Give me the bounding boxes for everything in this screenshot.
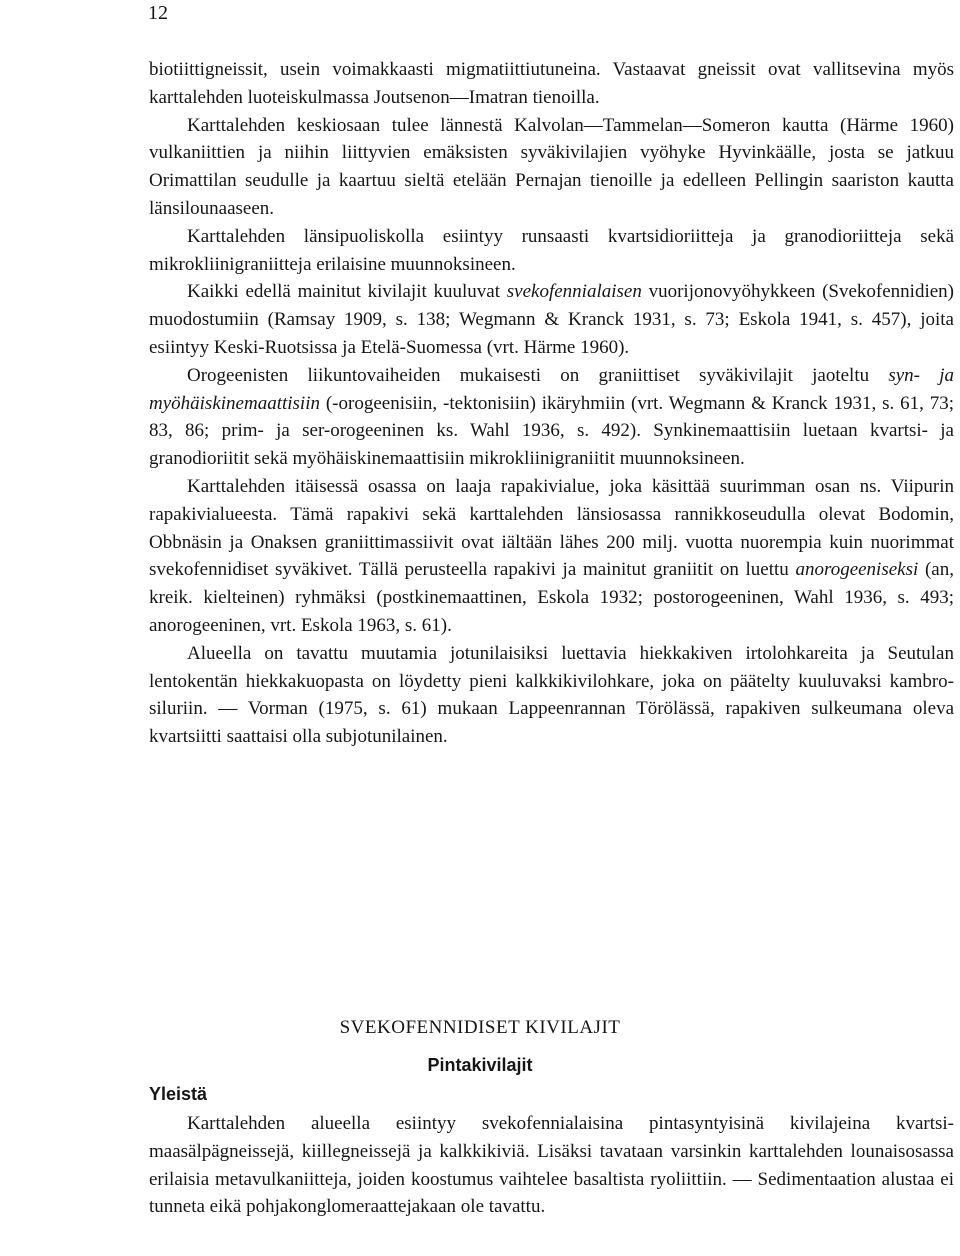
emphasis: anorogeeniseksi — [795, 559, 919, 581]
paragraph: biotiittigneissit, usein voimakkaasti migmatiittiutuneina. Vastaavat gneissit ovat vallitsevina myös karttalehden luoteiskulmassa Joutsenon—Imatran tienoilla. — [149, 59, 954, 108]
paragraph: Kaikki edellä mainitut kivilajit kuuluvat svekofennialaisen vuorijonovyöhykkeen (Svekofennidien) muodostumiin (Ramsay 1909, s. 138; Wegmann & Kranck 1931, s. 73; Eskola 1941, s. 457), joita esiintyy Keski-Ruotsissa ja Etelä-Suomessa (vrt. Härme 1960). — [149, 281, 955, 358]
subsection-title: Pintakivilajit — [427, 1055, 533, 1075]
section-title: SVEKOFENNIDISET KIVILAJIT — [339, 1017, 621, 1038]
emphasis: svekofennialaisen — [506, 281, 642, 303]
body-text-bottom — [149, 1110, 954, 1221]
paragraph: Karttalehden länsipuoliskolla esiintyy runsaasti kvartsidioriitteja ja granodioriitteja sekä mikrokliinigraniitteja erilaisine muunnoksineen. — [149, 225, 954, 275]
paragraph: Karttalehden alueella esiintyy svekofennialaisina pintasyntyisinä kivilajeina kvartsi-maasälpägneissejä, kiillegneissejä ja kalkkikiviä. Lisäksi tavataan varsinkin karttalehden lounaisosassa erilaisia metavulkaniitteja, joiden koostumus vaihtelee basaltista ryoliittiin. — Sedimentaation alustaa ei tunneta eikä pohjakonglomeraattejakaan ole tavattu. — [149, 1113, 954, 1218]
paragraph: Orogeenisten liikuntovaiheiden mukaisesti on graniittiset syväkivilajit jaoteltu syn- ja myöhäiskinemaattisiin (-orogeenisiin, -tektonisiin) ikäryhmiin (vrt. Wegmann & Kranck 1931, s. 61, 73; 83, 86; prim- ja ser-orogeeninen ks. Wahl 1936, s. 492). Synkinemaattisiin luetaan kvartsi- ja granodioriitit sekä myöhäiskinemaattisiin mikrokliinigraniitit muunnoksineen. — [149, 364, 955, 470]
side-heading: Yleistä — [149, 1084, 208, 1104]
paragraph: Alueella on tavattu muutamia jotunilaisiksi luettavia hiekkakiven irtolohkareita ja Seutulan lentokentän hiekkakuopasta on löydetty pieni kalkkikivilohkare, joka on päätelty kuuluvaksi kambro-siluriin. — Vorman (1975, s. 61) mukaan Lappeenrannan Törölässä, rapakiven sulkeumana oleva kvartsiitti saattaisi olla subjotunilainen. — [149, 642, 954, 748]
paragraph: Karttalehden keskiosaan tulee lännestä Kalvolan—Tammelan—Someron kautta (Härme 1960) vulkaniittien ja niihin liittyvien emäksisten syväkivilajien vyöhyke Hyvinkäälle, josta se jatkuu Orimattilan seudulle ja kaartuu sieltä etelään Pernajan tienoille ja edelleen Pellingin saariston kautta länsilounaaseen. — [149, 114, 954, 219]
emphasis: syn- ja myöhäiskinemaattisiin — [149, 364, 955, 414]
page-number: 12 — [148, 2, 168, 24]
paragraph: Karttalehden itäisessä osassa on laaja rapakivialue, joka käsittää suurimman osan ns. Viipurin rapakivialueesta. Tämä rapakivi sekä karttalehden länsiosassa rannikkoseudulla olevat Bodomin, Obbnäsin ja Onaksen graniittimassiivit ovat iältään lähes 200 milj. vuotta nuorempia kuin nuorimmat svekofennidiset syväkivet. Tällä perusteella rapakivi ja mainitut graniitit on luettu anorogeeniseksi (an, kreik. kielteinen) ryhmäksi (postkinemaattinen, Eskola 1932; postorogeeninen, Wahl 1936, s. 493; anorogeeninen, vrt. Eskola 1963, s. 61). — [149, 475, 954, 636]
body-text-top — [149, 56, 954, 751]
